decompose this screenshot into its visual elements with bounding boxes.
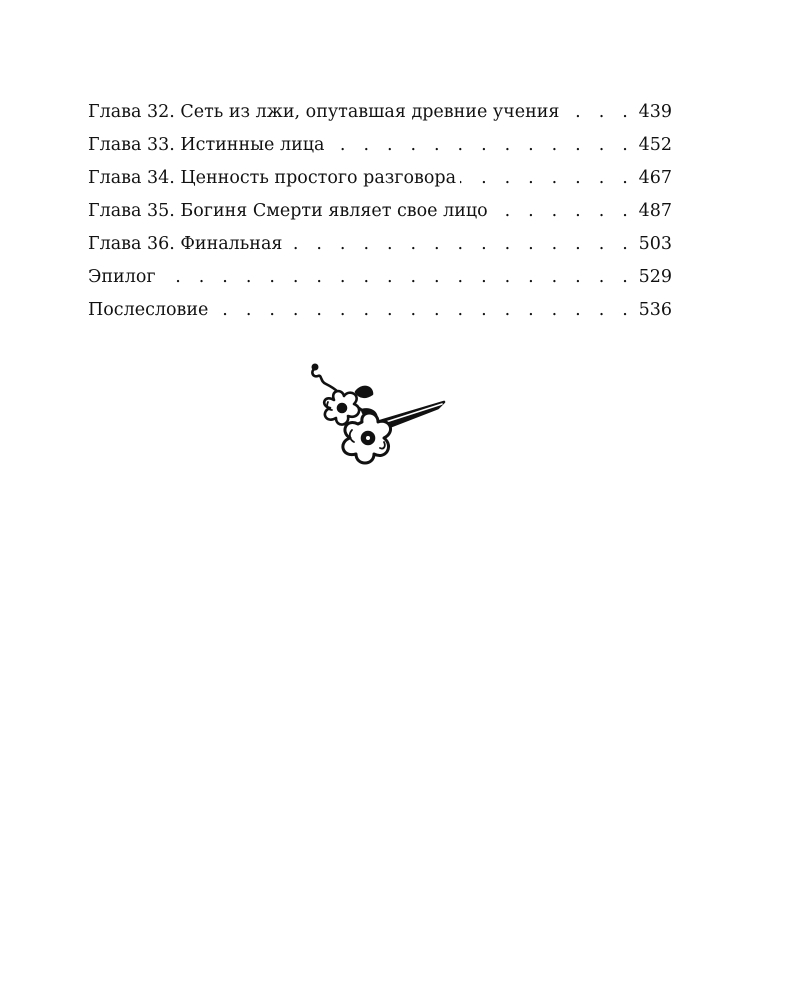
toc-entry-title: Глава 35. Богиня Смерти являет свое лицо bbox=[88, 201, 488, 221]
toc-dot-leader bbox=[160, 261, 634, 294]
flower-branch-icon bbox=[306, 362, 450, 470]
toc-entry-page: 439 bbox=[638, 102, 672, 122]
toc-entry-chapter-32[interactable] bbox=[88, 96, 672, 129]
toc-entry-page: 503 bbox=[638, 234, 672, 254]
toc-entry-page: 487 bbox=[638, 201, 672, 221]
toc-dot-leader bbox=[563, 96, 634, 129]
toc-dot-leader bbox=[492, 195, 634, 228]
toc-entry-title: Послесловие bbox=[88, 300, 209, 320]
toc-entry-title: Глава 36. Финальная bbox=[88, 234, 283, 254]
toc-entry-chapter-35[interactable] bbox=[88, 195, 672, 228]
toc-entry-page: 467 bbox=[638, 168, 672, 188]
toc-dot-leader bbox=[286, 228, 634, 261]
toc-entry-chapter-33[interactable] bbox=[88, 129, 672, 162]
toc-entry-afterword[interactable] bbox=[88, 294, 672, 327]
toc-entry-title: Глава 32. Сеть из лжи, опутавшая древние учения bbox=[88, 102, 560, 122]
toc-entry-title: Глава 33. Истинные лица bbox=[88, 135, 325, 155]
table-of-contents bbox=[88, 96, 672, 327]
toc-dot-leader bbox=[460, 162, 634, 195]
toc-entry-page: 529 bbox=[638, 267, 672, 287]
toc-dot-leader bbox=[328, 129, 634, 162]
toc-entry-title: Глава 34. Ценность простого разговора bbox=[88, 168, 457, 188]
toc-entry-page: 452 bbox=[638, 135, 672, 155]
toc-entry-chapter-34[interactable] bbox=[88, 162, 672, 195]
toc-entry-chapter-36[interactable] bbox=[88, 228, 672, 261]
toc-entry-epilogue[interactable] bbox=[88, 261, 672, 294]
toc-entry-title: Эпилог bbox=[88, 267, 156, 287]
toc-dot-leader bbox=[212, 294, 634, 327]
toc-entry-page: 536 bbox=[638, 300, 672, 320]
